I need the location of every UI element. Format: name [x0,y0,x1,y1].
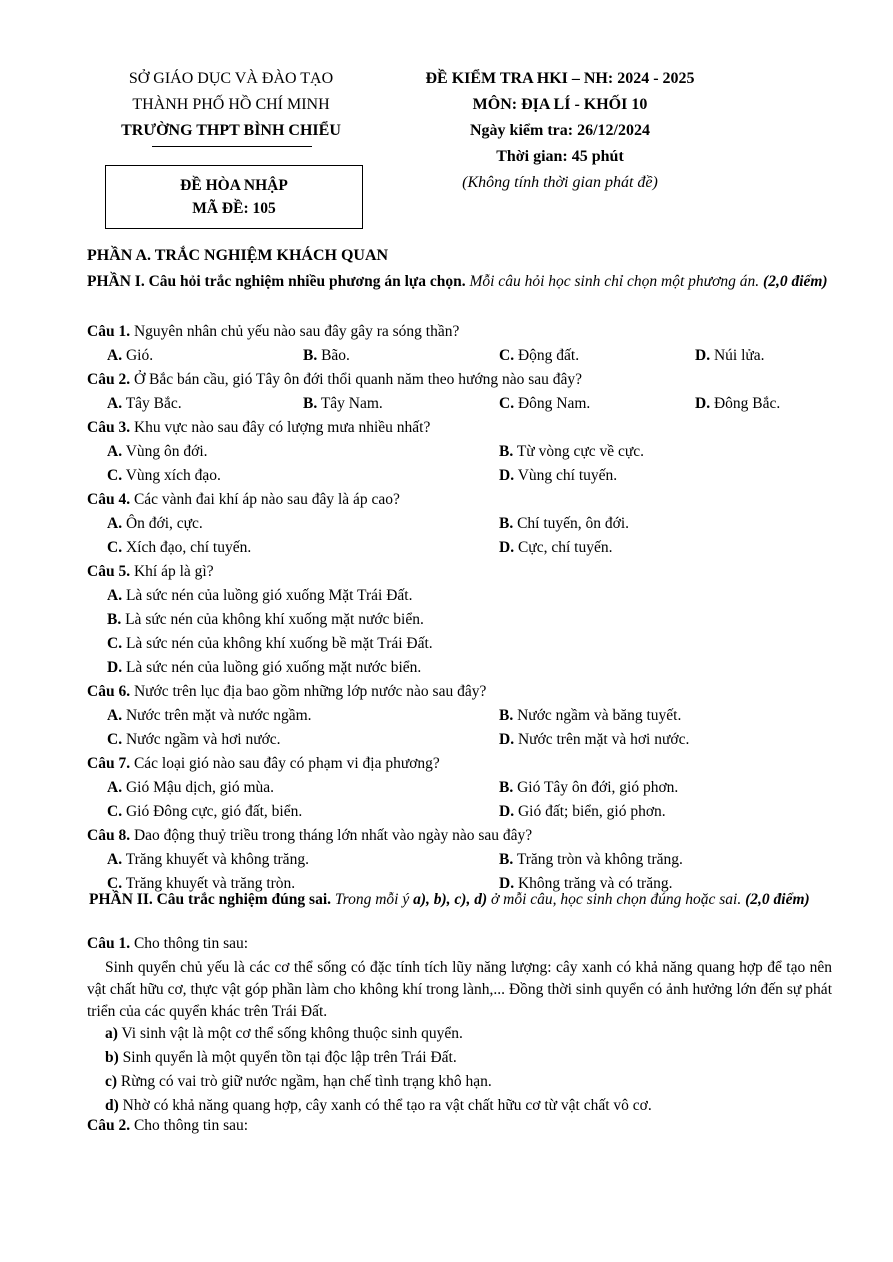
question-5-option-b[interactable]: B. Là sức nén của không khí xuống mặt nước biển. [107,611,424,628]
option-a[interactable]: A. Gió Mậu dịch, gió mùa. [107,779,275,796]
question-1 [87,320,832,344]
question-number: Câu 2. [87,371,131,388]
option-b[interactable]: B. Bão. [303,347,350,364]
question-3-options-row-2 [87,464,832,488]
exam-duration: Thời gian: 45 phút [496,148,624,165]
option-a[interactable]: A. Vùng ôn đới. [107,443,208,460]
tf-1-statement-d[interactable]: d) Nhờ có khả năng quang hợp, cây xanh có thể tạo ra vật chất hữu cơ từ vật chất vô cơ. [105,1097,652,1114]
question-8 [87,824,832,848]
option-d[interactable]: D. Gió đất; biển, gió phơn. [499,803,666,820]
question-7-options-row-1 [87,776,832,800]
option-b[interactable]: B. Tây Nam. [303,395,383,412]
question-number: Câu 2. [87,1117,131,1134]
exam-code-box [105,165,363,229]
exam-note: (Không tính thời gian phát đề) [462,174,658,191]
option-c[interactable]: C. Trăng khuyết và trăng tròn. [107,875,296,892]
question-number: Câu 6. [87,683,131,700]
question-number: Câu 8. [87,827,131,844]
tf-1-statement-b[interactable]: b) Sinh quyển là một quyển tồn tại độc lập trên Trái Đất. [105,1049,457,1066]
tf-question-1 [87,932,832,956]
option-b[interactable]: B. Chí tuyến, ôn đới. [499,515,630,532]
part-a-title: PHẦN A. TRẮC NGHIỆM KHÁCH QUAN [87,247,389,264]
option-a[interactable]: A. Nước trên mặt và nước ngầm. [107,707,312,724]
question-6-options-row-2 [87,728,832,752]
part-1-instruction: Mỗi câu hỏi học sinh chỉ chọn [469,273,658,290]
option-d[interactable]: D. Không trăng và có trăng. [499,875,673,892]
question-4 [87,488,832,512]
option-c[interactable]: C. Động đất. [499,347,580,364]
question-text: Dao động thuỷ triều trong tháng lớn nhất vào ngày nào sau đây? [133,827,533,844]
part-1-heading [87,271,832,293]
question-number: Câu 4. [87,491,131,508]
question-7-options-row-2 [87,800,832,824]
part-2-instruction-cont: ở mỗi câu, học sinh chọn [491,891,647,908]
option-b[interactable]: B. Trăng tròn và không trăng. [499,851,683,868]
city-name: THÀNH PHỐ HỒ CHÍ MINH [132,96,330,113]
part-2-title: PHẦN II. Câu trắc nghiệm đúng sai. [89,891,331,908]
question-text: Khu vực nào sau đây có lượng mưa nhiều nhất? [133,419,431,436]
part-2-heading [89,889,832,911]
question-number: Câu 5. [87,563,131,580]
question-5-option-d[interactable]: D. Là sức nén của luồng gió xuống mặt nước biển. [107,659,422,676]
question-8-options-row-1 [87,848,832,872]
question-1-options [87,344,832,368]
part-1-instruction-cont: một phương án. [661,273,760,290]
part-2-points: (2,0 điểm) [745,891,810,908]
question-number: Câu 1. [87,935,131,952]
option-d[interactable]: D. Nước trên mặt và hơi nước. [499,731,690,748]
question-4-options-row-2 [87,536,832,560]
option-d[interactable]: D. Cực, chí tuyến. [499,539,613,556]
option-c[interactable]: C. Nước ngầm và hơi nước. [107,731,281,748]
option-a[interactable]: A. Tây Bắc. [107,395,182,412]
question-number: Câu 1. [87,323,131,340]
question-text: Cho thông tin sau: [133,1117,249,1134]
question-5 [87,560,832,584]
question-text: Các vành đai khí áp nào sau đây là áp cao? [133,491,400,508]
part-2-instruction: Trong mỗi ý [334,891,410,908]
question-text: Khí áp là gì? [133,563,214,580]
question-6-options-row-1 [87,704,832,728]
option-a[interactable]: A. Ôn đới, cực. [107,515,203,532]
tf-1-passage: Sinh quyển chủ yếu là các cơ thể sống có đặc tính tích lũy năng lượng: cây xanh có khả năng quang hợp để tạo nên vật chất hữu cơ, thực vật góp phần làm cho không khí trong lành,... Đồng thời sinh quyển có ảnh hưởng lớn đến sự phát triển của các quyển khác trên Trái Đất. [87,959,832,1020]
question-text: Cho thông tin sau: [133,935,249,952]
school-name: TRƯỜNG THPT BÌNH CHIỂU [121,122,341,139]
question-2-options [87,392,832,416]
option-c[interactable]: C. Vùng xích đạo. [107,467,221,484]
option-d[interactable]: D. Núi lửa. [695,347,765,364]
option-b[interactable]: B. Từ vòng cực về cực. [499,443,645,460]
option-c[interactable]: C. Gió Đông cực, gió đất, biển. [107,803,303,820]
question-text: Các loại gió nào sau đây có phạm vi địa phương? [133,755,440,772]
exam-code: MÃ ĐỀ: 105 [192,200,276,217]
option-a[interactable]: A. Gió. [107,347,154,364]
question-3-options-row-1 [87,440,832,464]
header-left [100,66,362,144]
part-2-instruction-end: đúng hoặc sai. [650,891,742,908]
exam-subject: MÔN: ĐỊA LÍ - KHỐI 10 [472,96,648,113]
option-b[interactable]: B. Gió Tây ôn đới, gió phơn. [499,779,679,796]
school-underline [152,146,312,147]
option-a[interactable]: A. Trăng khuyết và không trăng. [107,851,309,868]
dept-name: SỞ GIÁO DỤC VÀ ĐÀO TẠO [128,70,334,87]
tf-1-statement-a[interactable]: a) Vi sinh vật là một cơ thể sống không thuộc sinh quyển. [105,1025,463,1042]
exam-date: Ngày kiểm tra: 26/12/2024 [470,122,650,139]
question-3 [87,416,832,440]
question-number: Câu 3. [87,419,131,436]
exam-type: ĐỀ HÒA NHẬP [180,177,288,194]
part-1-title: PHẦN I. Câu hỏi trắc nghiệm nhiều phương án lựa chọn. [87,273,466,290]
option-c[interactable]: C. Đông Nam. [499,395,591,412]
exam-title: ĐỀ KIỂM TRA HKI – NH: 2024 - 2025 [425,70,695,87]
option-c[interactable]: C. Xích đạo, chí tuyến. [107,539,252,556]
question-text: Nguyên nhân chủ yếu nào sau đây gây ra sóng thần? [133,323,460,340]
question-text: Ở Bắc bán cầu, gió Tây ôn đới thổi quanh năm theo hướng nào sau đây? [133,371,583,388]
question-7 [87,752,832,776]
question-6 [87,680,832,704]
question-4-options-row-1 [87,512,832,536]
question-text: Nước trên lục địa bao gồm những lớp nước nào sau đây? [133,683,487,700]
question-2 [87,368,832,392]
tf-question-2 [87,1114,832,1138]
option-b[interactable]: B. Nước ngầm và băng tuyết. [499,707,682,724]
question-5-option-a[interactable]: A. Là sức nén của luồng gió xuống Mặt Trái Đất. [107,587,413,604]
part-2-items: a), b), c), d) [413,891,488,908]
tf-1-statement-c[interactable]: c) Rừng có vai trò giữ nước ngầm, hạn chế tình trạng khô hạn. [105,1073,492,1090]
option-d[interactable]: D. Vùng chí tuyến. [499,467,618,484]
option-d[interactable]: D. Đông Bắc. [695,395,781,412]
part-1-points: (2,0 điểm) [763,273,828,290]
question-5-option-c[interactable]: C. Là sức nén của không khí xuống bề mặt Trái Đất. [107,635,433,652]
header-right [410,66,710,196]
question-number: Câu 7. [87,755,131,772]
